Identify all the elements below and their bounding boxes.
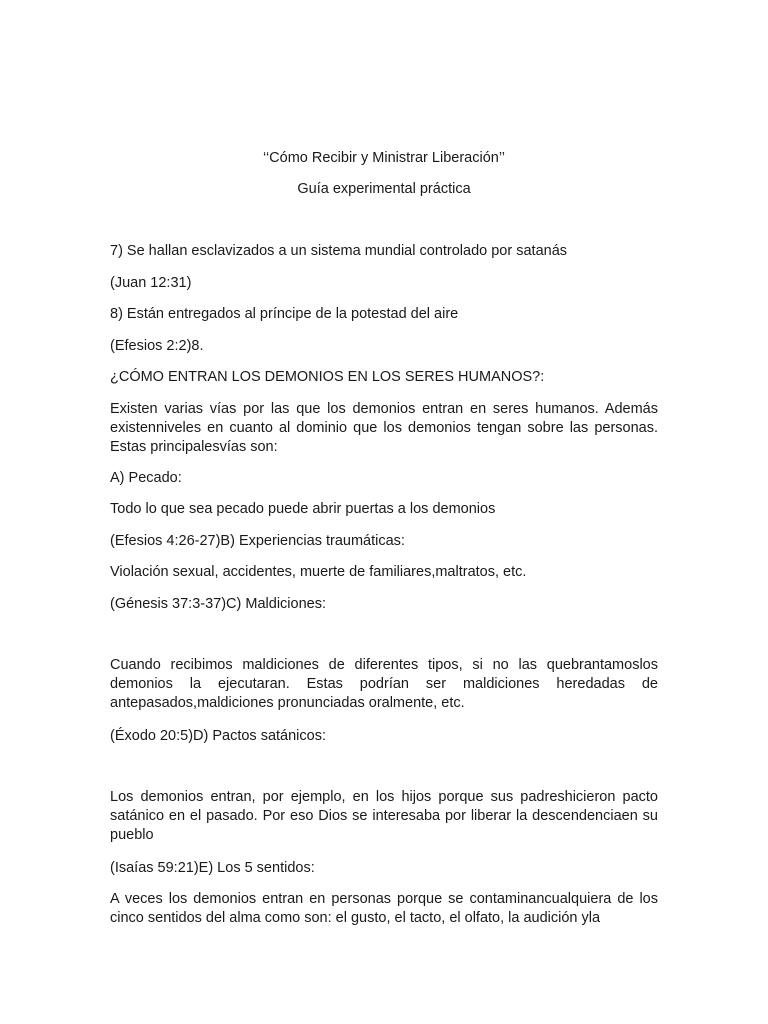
paragraph: A veces los demonios entran en personas porque se contaminancualquiera de los cinco sentidos del alma como son: el gusto, el tacto, el olfato, la audición yla	[110, 891, 658, 926]
paragraph: (Efesios 2:2)8.	[110, 338, 204, 354]
paragraph: A) Pecado:	[110, 470, 182, 486]
paragraph: Violación sexual, accidentes, muerte de familiares,maltratos, etc.	[110, 564, 527, 580]
paragraph: (Efesios 4:26-27)B) Experiencias traumáticas:	[110, 533, 405, 549]
section-heading: ¿CÓMO ENTRAN LOS DEMONIOS EN LOS SERES HUMANOS?:	[110, 369, 545, 385]
paragraph: Los demonios entran, por ejemplo, en los hijos porque sus padreshicieron pacto satánico en el pasado. Por eso Dios se interesaba por liberar la descendenciaen su pueblo	[110, 789, 658, 843]
paragraph: Todo lo que sea pecado puede abrir puertas a los demonios	[110, 501, 496, 517]
paragraph: (Juan 12:31)	[110, 275, 192, 291]
paragraph: 8) Están entregados al príncipe de la potestad del aire	[110, 306, 459, 322]
document-title: ‘‘Cómo Recibir y Ministrar Liberación’’	[262, 150, 506, 166]
paragraph: Cuando recibimos maldiciones de diferentes tipos, si no las quebrantamoslos demonios la ejecutaran. Estas podrían ser maldiciones heredadas de antepasados,maldiciones pronunciadas oralmente, etc.	[110, 657, 658, 711]
paragraph: Existen varias vías por las que los demonios entran en seres humanos. Además existenniveles en cuanto al dominio que los demonios tengan sobre las personas. Estas principalesvías son:	[110, 401, 658, 455]
document-subtitle: Guía experimental práctica	[297, 181, 471, 197]
paragraph: (Isaías 59:21)E) Los 5 sentidos:	[110, 860, 315, 876]
paragraph: (Éxodo 20:5)D) Pactos satánicos:	[110, 728, 326, 744]
paragraph: 7) Se hallan esclavizados a un sistema mundial controlado por satanás	[110, 243, 568, 259]
paragraph: (Génesis 37:3-37)C) Maldiciones:	[110, 596, 326, 612]
